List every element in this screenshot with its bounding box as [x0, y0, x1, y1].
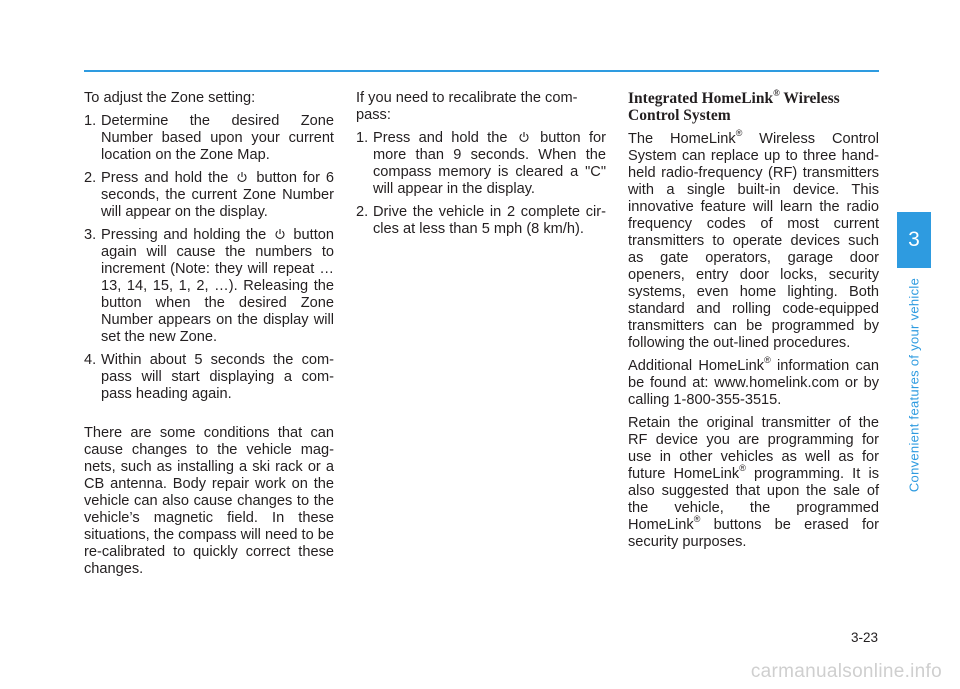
- zone-step-1: 1. Determine the desired Zone Number based upon your current location on the Zone Map.: [84, 113, 334, 163]
- chapter-title: Convenient features of your vehicle: [906, 277, 922, 493]
- watermark: carmanualsonline.info: [750, 661, 942, 682]
- homelink-heading: Integrated HomeLink® Wireless Control System: [628, 87, 840, 124]
- column-homelink: [628, 87, 879, 557]
- zone-step-4: 4. Within about 5 seconds the com-pass will start displaying a com-pass heading again.: [84, 352, 334, 402]
- chapter-tab: 3: [897, 212, 931, 268]
- zone-step-3: 3. Pressing and holding the button again will cause the numbers to increment (Note: they will repeat …13, 14, 15, 1, 2, …). Releasing the button when the desired Zone Number appears on the display will set the new Zone.: [84, 227, 334, 345]
- recalibrate-steps: [356, 130, 606, 238]
- page-number: 3-23: [850, 630, 878, 645]
- compass-button-icon: [274, 228, 286, 240]
- column-recalibrate: [356, 90, 606, 244]
- homelink-paragraph-1: The HomeLink® Wireless Control System can replace up to three hand-held radio-frequency (RF) transmitters with a single built-in device. This innovative feature will learn the radio frequency codes of most current transmitters to operate devices such as gate operators, garage door openers, entry door locks, security systems, even home lighting. Both standard and rolling code-equipped transmitters can be programmed by following the out-lined procedures.: [628, 128, 879, 351]
- header-rule: [84, 70, 879, 72]
- magnetic-field-paragraph: There are some conditions that can cause changes to the vehicle mag-nets, such as installing a ski rack or a CB antenna. Body repair work on the vehicle can also cause changes to the vehicle’s magnetic field. In these situations, the compass will need to be re-calibrated to quickly correct these changes.: [84, 425, 334, 577]
- compass-button-icon: [236, 171, 248, 183]
- homelink-paragraph-3: Retain the original transmitter of the RF device you are programming for use in other vehicles as well as for future HomeLink® programming. It is also suggested that upon the sale of the vehicle, the programmed HomeLink® buttons be erased for security purposes.: [628, 415, 879, 550]
- zone-intro: To adjust the Zone setting:: [84, 90, 256, 106]
- recalibrate-step-1: 1. Press and hold the button for more than 9 seconds. When the compass memory is cleared a "C" will appear in the display.: [356, 130, 606, 197]
- compass-button-icon: [518, 131, 530, 143]
- zone-steps: [84, 113, 334, 403]
- homelink-paragraph-2: Additional HomeLink® information can be found at: www.homelink.com or by calling 1-800-355-3515.: [628, 355, 879, 408]
- zone-step-2: 2. Press and hold the button for 6 seconds, the current Zone Number will appear on the display.: [84, 170, 334, 220]
- recalibrate-step-2: 2. Drive the vehicle in 2 complete cir-cles at less than 5 mph (8 km/h).: [356, 204, 606, 237]
- spacer: [84, 409, 334, 425]
- registered-mark: ®: [773, 87, 780, 98]
- column-zone-setting: [84, 90, 334, 584]
- recalibrate-intro: If you need to recalibrate the com-pass:: [356, 90, 578, 123]
